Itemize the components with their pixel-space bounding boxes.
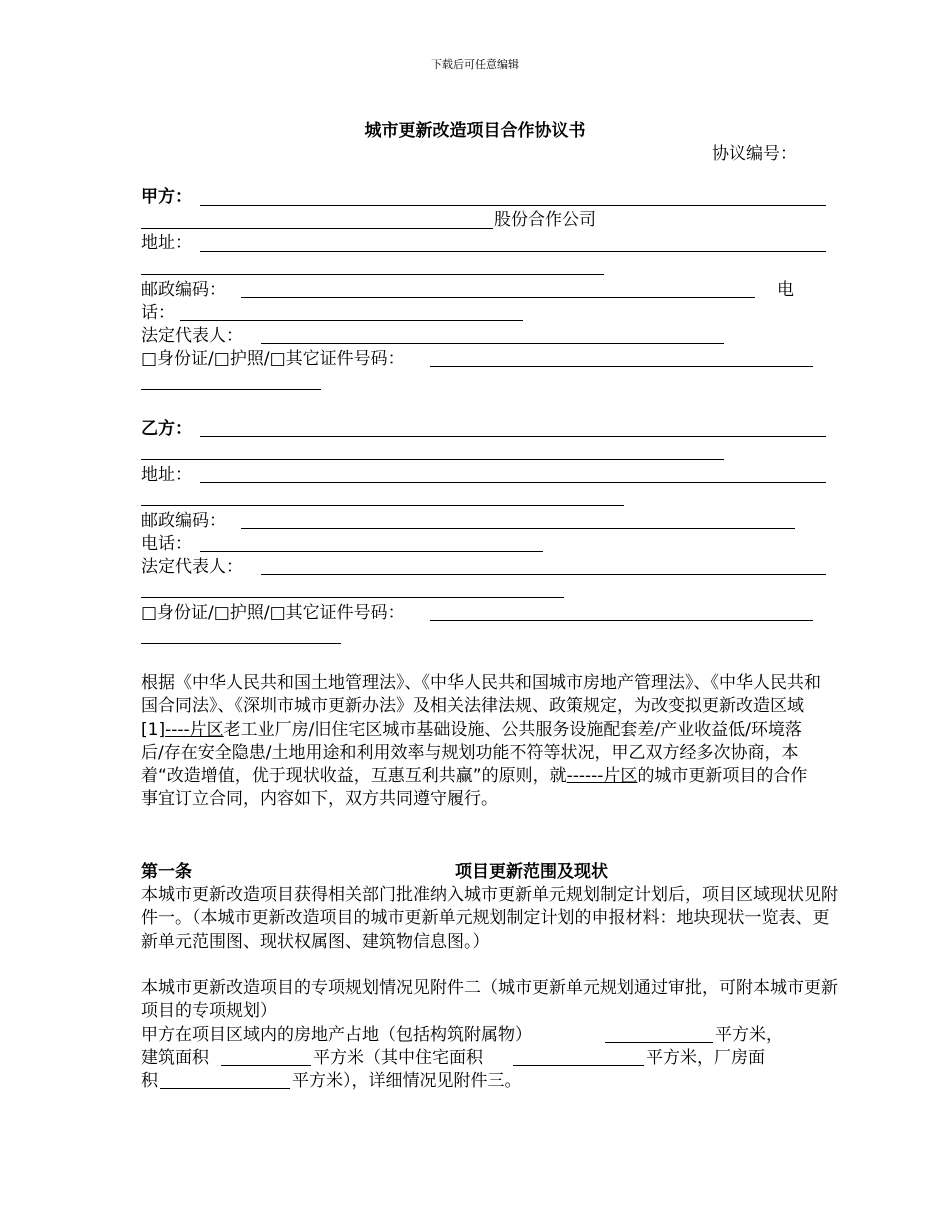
preamble-text-1: 根据《中华人民共和国土地管理法》、《中华人民共和国城市房地产管理法》、《中华人民共和国合同法》、《深圳市城市更新办法》及相关法律法规、政策规定，为改变拟更新改造区域 [141, 673, 821, 717]
party-a-id-label: □身份证/□护照/□其它证件号码： [141, 349, 405, 369]
article-1-number: 第一条 [141, 862, 192, 882]
party-a-address-line-2 [141, 274, 604, 275]
footnote-ref[interactable]: [1] [141, 719, 166, 740]
preamble-blank-1: ----片区 [165, 719, 224, 740]
party-a-id-line-2 [141, 389, 321, 390]
party-a-address-label: 地址： [141, 233, 192, 253]
party-a-legal-rep-line [261, 343, 724, 344]
article-1-para-3f: 积 [141, 1071, 158, 1091]
residential-area-blank [513, 1065, 644, 1066]
party-b-legal-rep-line-2 [141, 597, 564, 598]
party-b-address-label: 地址： [141, 465, 192, 485]
article-1-para-3b: 平方米， [715, 1025, 783, 1045]
party-a-phone-label-2: 话： [141, 303, 175, 323]
party-b-postcode-line [241, 528, 795, 529]
party-b-address-line [200, 482, 826, 483]
preamble-paragraph [141, 672, 821, 812]
party-b-postcode-label: 邮政编码： [141, 511, 226, 531]
party-a-postcode-label: 邮政编码： [141, 280, 226, 300]
party-a-label: 甲方： [141, 187, 192, 207]
party-b-id-line [430, 620, 813, 621]
party-b-legal-rep-label: 法定代表人： [141, 557, 243, 577]
preamble-text-2: 老工业厂房/旧住宅区城市基础设施、公共服务设施配套差/产业收益低/环境落后/存在安全隐患/土地用途和利用效率与规划功能不符等状况，甲乙双方经多次协商，本着“改造增值，优于现状收益，互惠互利共赢”的原则，就 [141, 719, 802, 787]
party-a-company-suffix: 股份合作公司 [494, 210, 596, 230]
party-b-name-line-2 [141, 459, 724, 460]
article-1-para-3e: 平方米，厂房面 [646, 1048, 765, 1068]
article-1-para-3a: 甲方在项目区域内的房地产占地（包括构筑附属物） [141, 1025, 532, 1045]
party-b-phone-line [200, 551, 543, 552]
party-a-name-line-2 [141, 228, 493, 229]
party-b-name-line [200, 436, 826, 437]
building-area-blank [221, 1065, 311, 1066]
party-a-phone-label-1: 电 [777, 280, 794, 300]
party-a-phone-line [180, 320, 523, 321]
party-a-legal-rep-label: 法定代表人： [141, 326, 243, 346]
party-a-name-line [200, 205, 826, 206]
party-b-address-line-2 [141, 505, 624, 506]
article-1-para-3g: 平方米），详细情况见附件三。 [292, 1071, 522, 1091]
party-b-legal-rep-line [261, 574, 826, 575]
article-1-para-1: 本城市更新改造项目获得相关部门批准纳入城市更新单元规划制定计划后，项目区域现状见附件一。（本城市更新改造项目的城市更新单元规划制定计划的申报材料：地块现状一览表、更新单元范围图、现状权属图、建筑物信息图。） [141, 885, 838, 952]
party-b-id-line-2 [141, 643, 341, 644]
document-title: 城市更新改造项目合作协议书 [364, 121, 586, 141]
party-b-id-label: □身份证/□护照/□其它证件号码： [141, 603, 405, 623]
land-area-blank [605, 1042, 713, 1043]
party-b-label: 乙方： [141, 419, 192, 439]
article-1-heading: 项目更新范围及现状 [455, 862, 608, 882]
preamble-text-3: 的城市更新项目的合作事宜订立合同，内容如下，双方共同遵守履行。 [141, 766, 808, 810]
article-1-para-3d: 平方米（其中住宅面积 [313, 1048, 483, 1068]
article-1-para-2: 本城市更新改造项目的专项规划情况见附件二（城市更新单元规划通过审批，可附本城市更新项目的专项规划） [141, 978, 838, 1022]
factory-area-blank [160, 1088, 290, 1089]
party-a-id-line [430, 366, 813, 367]
header-note: 下载后可任意编辑 [431, 58, 519, 71]
party-a-postcode-line [241, 297, 755, 298]
preamble-blank-2: ------片区 [566, 766, 638, 787]
party-a-address-line [200, 251, 826, 252]
party-b-phone-label: 电话： [141, 534, 192, 554]
agreement-number-label: 协议编号： [712, 144, 797, 164]
article-1-para-3c: 建筑面积 [141, 1048, 209, 1068]
